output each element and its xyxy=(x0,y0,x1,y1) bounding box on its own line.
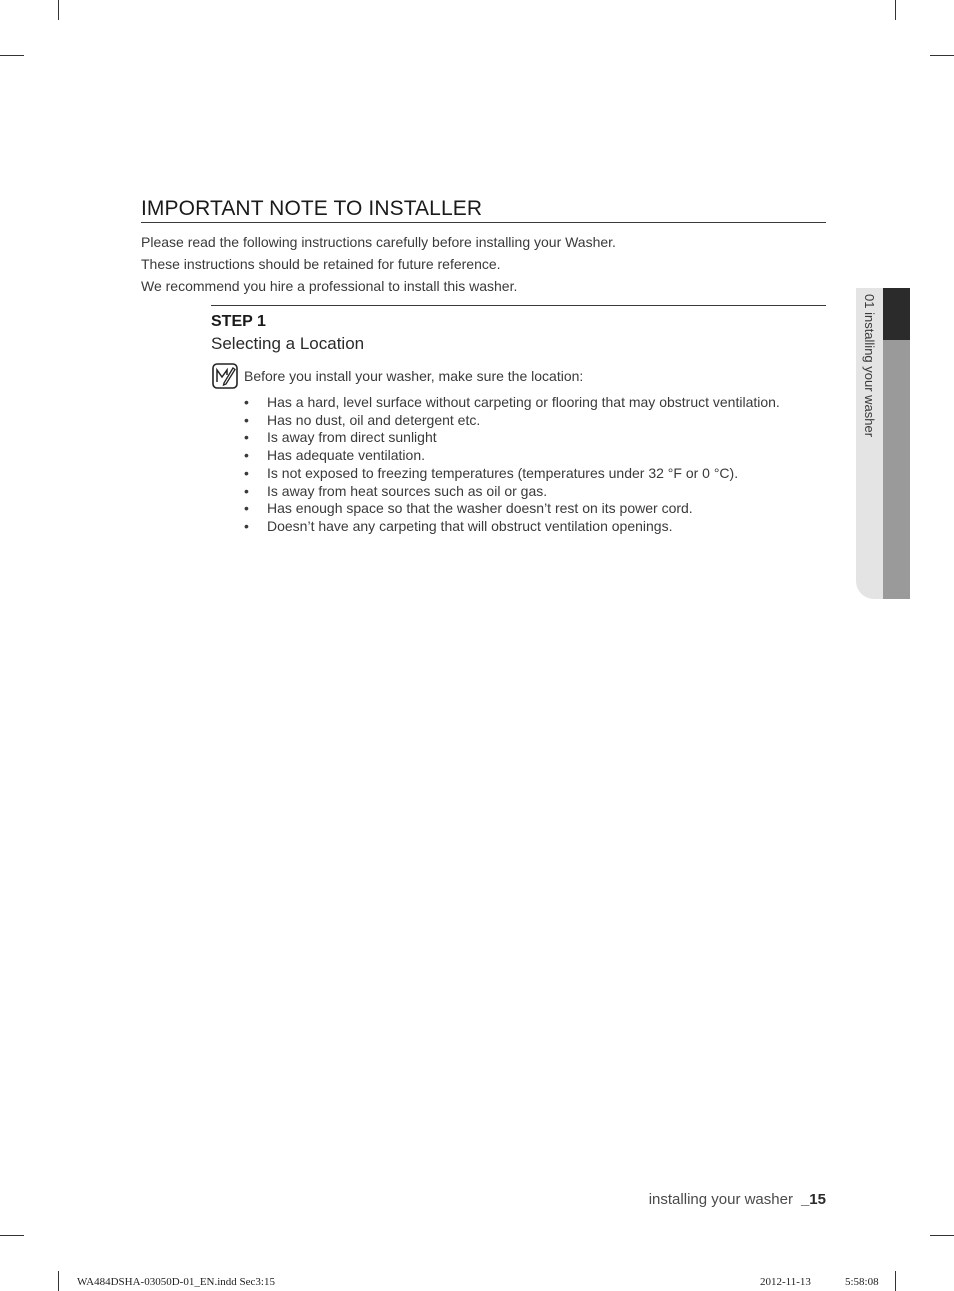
list-item xyxy=(244,412,780,430)
note-text: Before you install your washer, make sure the location: xyxy=(244,368,584,384)
list-item xyxy=(244,429,780,447)
step-label: STEP 1 xyxy=(211,313,266,330)
bullet-icon: • xyxy=(244,447,249,464)
list-item xyxy=(244,465,780,483)
bullet-icon: • xyxy=(244,411,249,428)
chapter-tab-marker xyxy=(883,288,910,340)
intro-line: These instructions should be retained for future reference. xyxy=(141,256,501,272)
step-subtitle: Selecting a Location xyxy=(211,334,365,353)
crop-mark xyxy=(0,55,24,56)
list-item-text: Is not exposed to freezing temperatures (temperatures under 32 °F or 0 °C). xyxy=(267,464,739,481)
bullet-icon: • xyxy=(244,429,249,446)
list-item-text: Has adequate ventilation. xyxy=(267,447,425,464)
list-item-text: Has no dust, oil and detergent etc. xyxy=(267,411,481,428)
page-footer xyxy=(649,1191,826,1208)
intro-text xyxy=(141,231,616,297)
note-icon xyxy=(212,363,238,389)
slug-file: WA484DSHA-03050D-01_EN.indd Sec3:15 xyxy=(77,1276,275,1288)
list-item-text: Has a hard, level surface without carpeting or flooring that may obstruct ventilation. xyxy=(267,394,780,410)
list-item xyxy=(244,518,780,536)
footer-text: installing your washer xyxy=(648,1191,793,1208)
list-item xyxy=(244,447,780,465)
bullet-icon: • xyxy=(244,500,249,517)
intro-line: Please read the following instructions carefully before installing your Washer. xyxy=(141,234,616,250)
crop-mark xyxy=(0,1235,24,1236)
requirement-list xyxy=(244,394,780,536)
list-item-text: Is away from direct sunlight xyxy=(267,429,437,446)
crop-mark xyxy=(895,1271,896,1291)
crop-mark xyxy=(58,0,59,20)
chapter-tab-label: 01 installing your washer xyxy=(862,294,877,438)
slug-time: 5:58:08 xyxy=(845,1276,879,1288)
crop-mark xyxy=(930,1235,954,1236)
bullet-icon: • xyxy=(244,517,249,534)
step-divider xyxy=(211,305,826,306)
bullet-icon: • xyxy=(244,464,249,481)
slug-date: 2012-11-13 xyxy=(760,1276,811,1288)
crop-mark xyxy=(930,55,954,56)
list-item-text: Doesn’t have any carpeting that will obstruct ventilation openings. xyxy=(267,517,673,534)
list-item xyxy=(244,500,780,518)
crop-mark xyxy=(895,0,896,20)
list-item-text: Is away from heat sources such as oil or gas. xyxy=(267,482,548,499)
chapter-tab-edge xyxy=(883,340,910,599)
list-item xyxy=(244,394,780,412)
page-number: _15 xyxy=(800,1191,826,1208)
list-item xyxy=(244,483,780,501)
crop-mark xyxy=(58,1271,59,1291)
list-item-text: Has enough space so that the washer doesn’t rest on its power cord. xyxy=(267,500,693,517)
intro-line: We recommend you hire a professional to install this washer. xyxy=(141,278,518,294)
bullet-icon: • xyxy=(244,394,249,410)
section-title: IMPORTANT NOTE TO INSTALLER xyxy=(141,197,826,223)
bullet-icon: • xyxy=(244,482,249,499)
